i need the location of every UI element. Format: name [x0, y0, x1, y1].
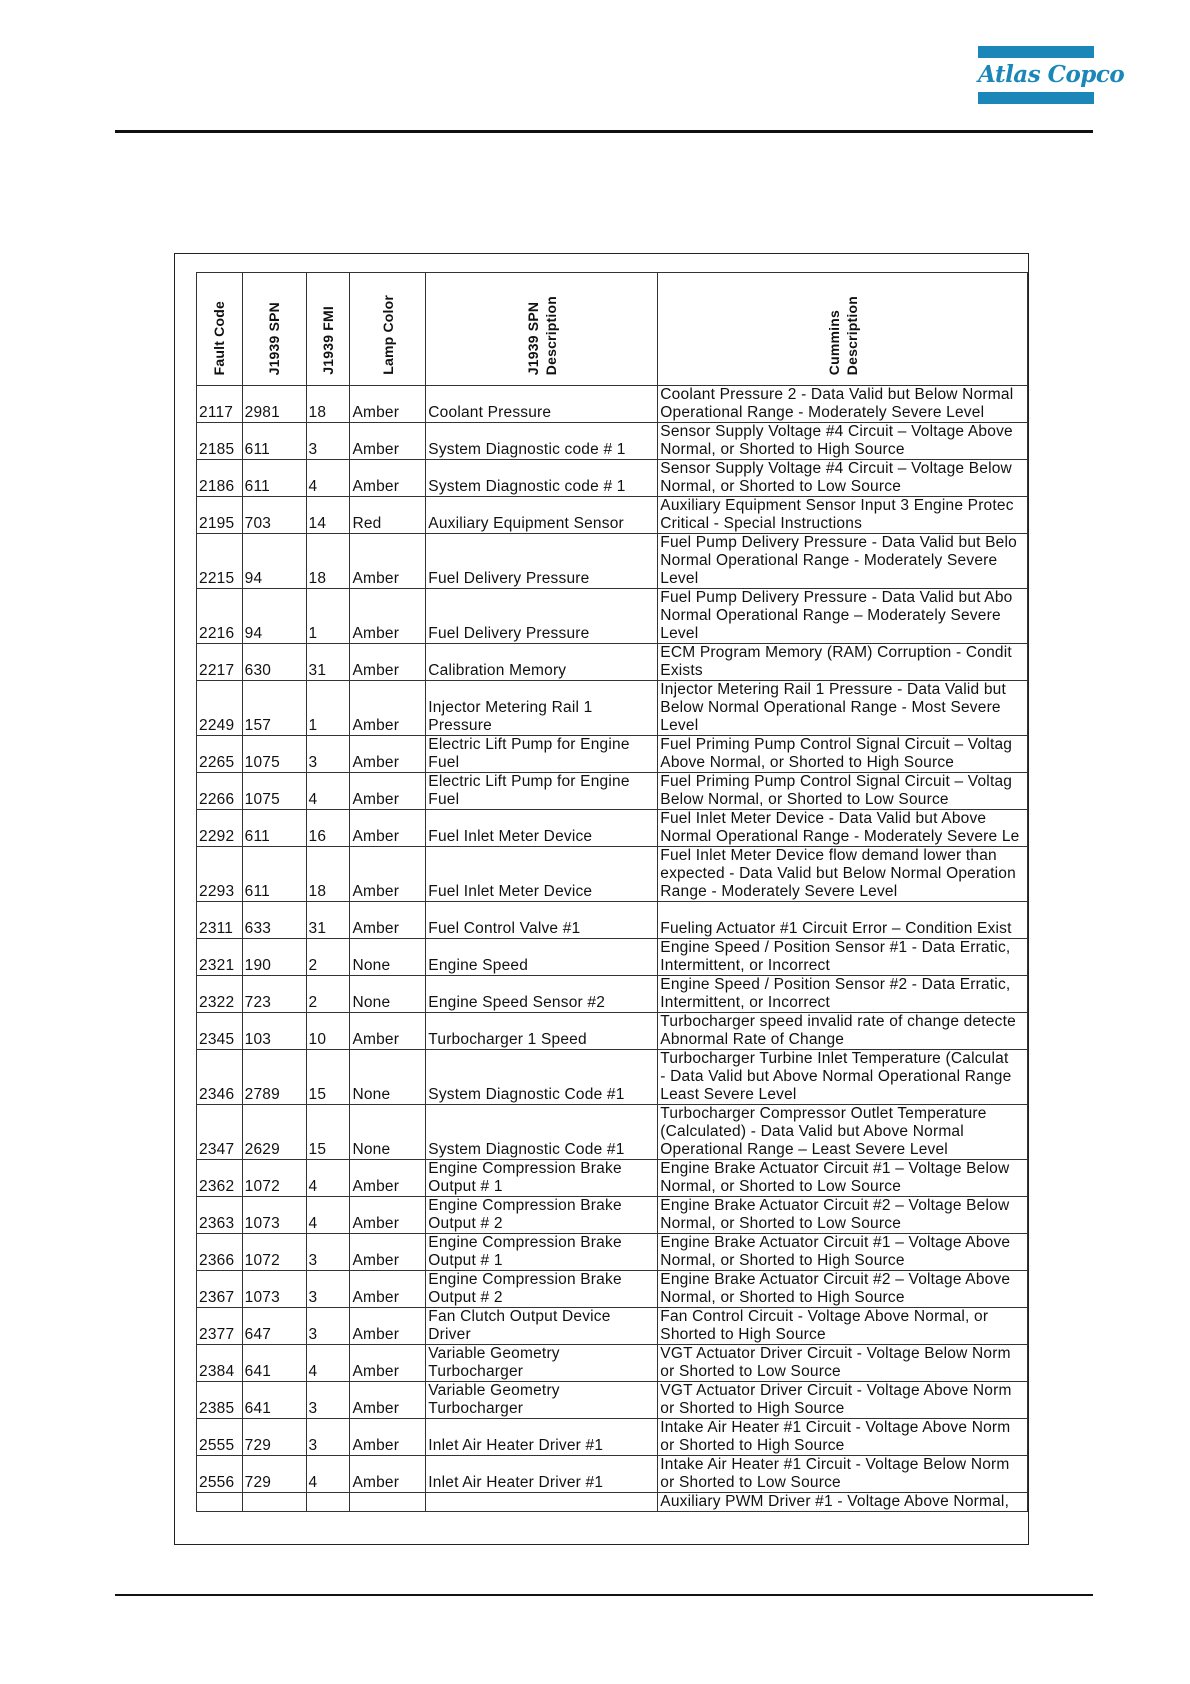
- cummins-description-cell: [658, 1013, 1028, 1050]
- cummins-description-line: Fueling Actuator #1 Circuit Error – Condition Exist: [660, 920, 1012, 937]
- cummins-description-line: Sensor Supply Voltage #4 Circuit – Voltage Above: [660, 423, 1013, 440]
- partial-cell: [306, 1493, 350, 1512]
- fault-code-cell: 2293: [197, 847, 243, 902]
- spn-description-cell: Fuel Delivery Pressure: [426, 534, 658, 589]
- table-row: [197, 589, 1028, 644]
- logo-wordmark: Atlas Copco: [978, 61, 1125, 88]
- lamp-color-cell: Amber: [350, 534, 426, 589]
- cummins-description-cell: [658, 644, 1028, 681]
- spn-cell: 1072: [242, 1234, 306, 1271]
- cummins-description-line: Shorted to High Source: [660, 1326, 826, 1343]
- fmi-cell: 4: [306, 1160, 350, 1197]
- fmi-cell: 18: [306, 847, 350, 902]
- table-row: [197, 736, 1028, 773]
- cummins-description-line: Coolant Pressure 2 - Data Valid but Below Normal: [660, 386, 1014, 403]
- spn-description-cell: Auxiliary Equipment Sensor: [426, 497, 658, 534]
- fault-code-cell: 2217: [197, 644, 243, 681]
- fault-table-frame: [174, 253, 1029, 1545]
- spn-cell: 633: [242, 902, 306, 939]
- cummins-description-line: or Shorted to High Source: [660, 1400, 845, 1417]
- table-row: [197, 497, 1028, 534]
- spn-cell: 1072: [242, 1160, 306, 1197]
- fmi-cell: 16: [306, 810, 350, 847]
- table-header-row: [197, 273, 1028, 386]
- spn-cell: 611: [242, 460, 306, 497]
- spn-description-cell: Coolant Pressure: [426, 386, 658, 423]
- lamp-color-cell: Red: [350, 497, 426, 534]
- fault-code-cell: 2385: [197, 1382, 243, 1419]
- cummins-description-line: Fuel Inlet Meter Device flow demand lower than: [660, 847, 997, 864]
- fault-code-cell: 2265: [197, 736, 243, 773]
- logo-bottom-bar: [978, 92, 1094, 104]
- cummins-description-line: Auxiliary Equipment Sensor Input 3 Engine Protec: [660, 497, 1014, 514]
- table-row: [197, 423, 1028, 460]
- cummins-description-cell: [658, 1345, 1028, 1382]
- fault-code-cell: 2366: [197, 1234, 243, 1271]
- cummins-description-line: Exists: [660, 662, 703, 679]
- partial-cell: [426, 1493, 658, 1512]
- table-row: [197, 939, 1028, 976]
- spn-description-cell: Engine Compression Brake Output # 1: [426, 1160, 658, 1197]
- spn-description-cell: Engine Compression Brake Output # 2: [426, 1271, 658, 1308]
- cummins-description-line: Injector Metering Rail 1 Pressure - Data Valid but: [660, 681, 1006, 698]
- lamp-color-cell: Amber: [350, 1419, 426, 1456]
- fmi-cell: 1: [306, 681, 350, 736]
- lamp-color-cell: Amber: [350, 386, 426, 423]
- fault-code-cell: 2216: [197, 589, 243, 644]
- cummins-description-line: Normal Operational Range - Moderately Severe: [660, 552, 998, 569]
- fault-code-cell: 2185: [197, 423, 243, 460]
- cummins-description-line: Engine Brake Actuator Circuit #2 – Voltage Below: [660, 1197, 1010, 1214]
- header-lamp-color: Lamp Color: [350, 273, 426, 386]
- cummins-description-cell: [658, 589, 1028, 644]
- partial-cell: [242, 1493, 306, 1512]
- fmi-cell: 18: [306, 534, 350, 589]
- spn-cell: 94: [242, 589, 306, 644]
- cummins-description-line: Normal, or Shorted to Low Source: [660, 478, 902, 495]
- spn-cell: 103: [242, 1013, 306, 1050]
- spn-description-cell: Engine Speed: [426, 939, 658, 976]
- cummins-description-line: Fuel Inlet Meter Device - Data Valid but Above: [660, 810, 987, 827]
- cummins-description-line: or Shorted to High Source: [660, 1437, 845, 1454]
- cummins-description-line: Normal, or Shorted to Low Source: [660, 1215, 902, 1232]
- lamp-color-cell: Amber: [350, 1234, 426, 1271]
- fault-code-cell: 2363: [197, 1197, 243, 1234]
- cummins-description-line: Abnormal Rate of Change: [660, 1031, 845, 1048]
- cummins-description-cell: [658, 773, 1028, 810]
- spn-description-cell: Variable Geometry Turbocharger: [426, 1382, 658, 1419]
- cummins-description-cell: [658, 1234, 1028, 1271]
- cummins-description-cell: [658, 460, 1028, 497]
- cummins-description-line: Engine Brake Actuator Circuit #2 – Voltage Above: [660, 1271, 1011, 1288]
- cummins-description-line: Intake Air Heater #1 Circuit - Voltage Above Norm: [660, 1419, 1011, 1436]
- cummins-description-line: Engine Brake Actuator Circuit #1 – Voltage Above: [660, 1234, 1011, 1251]
- cummins-description-line: Sensor Supply Voltage #4 Circuit – Voltage Below: [660, 460, 1012, 477]
- partial-cell: [350, 1493, 426, 1512]
- cummins-description-cell: [658, 902, 1028, 939]
- lamp-color-cell: Amber: [350, 1197, 426, 1234]
- logo-top-bar: [978, 46, 1094, 58]
- fmi-cell: 31: [306, 644, 350, 681]
- cummins-description-line: (Calculated) - Data Valid but Above Normal: [660, 1123, 964, 1140]
- spn-cell: 2981: [242, 386, 306, 423]
- cummins-description-line: Fuel Priming Pump Control Signal Circuit – Voltag: [660, 773, 1013, 790]
- fault-code-cell: 2345: [197, 1013, 243, 1050]
- table-row: [197, 1419, 1028, 1456]
- spn-cell: 611: [242, 847, 306, 902]
- cummins-description-cell: [658, 847, 1028, 902]
- lamp-color-cell: Amber: [350, 681, 426, 736]
- header-cummins-description: Cummins Description: [658, 273, 1028, 386]
- cummins-description-cell: [658, 423, 1028, 460]
- fault-code-cell: 2346: [197, 1050, 243, 1105]
- lamp-color-cell: None: [350, 976, 426, 1013]
- cummins-description-line: Intermittent, or Incorrect: [660, 994, 831, 1011]
- cummins-description-line: Level: [660, 570, 699, 587]
- cummins-description-line: Turbocharger Compressor Outlet Temperature: [660, 1105, 987, 1122]
- fault-code-cell: 2367: [197, 1271, 243, 1308]
- spn-description-cell: Electric Lift Pump for Engine Fuel: [426, 736, 658, 773]
- cummins-description-line: - Data Valid but Above Normal Operational Range: [660, 1068, 1012, 1085]
- fmi-cell: 3: [306, 736, 350, 773]
- header-j1939-spn: J1939 SPN: [242, 273, 306, 386]
- spn-cell: 157: [242, 681, 306, 736]
- fault-code-cell: 2249: [197, 681, 243, 736]
- cummins-description-line: Intake Air Heater #1 Circuit - Voltage Below Norm: [660, 1456, 1010, 1473]
- header-j1939-fmi: J1939 FMI: [306, 273, 350, 386]
- spn-cell: 1073: [242, 1197, 306, 1234]
- fmi-cell: 10: [306, 1013, 350, 1050]
- spn-cell: 190: [242, 939, 306, 976]
- cummins-description-line: Above Normal, or Shorted to High Source: [660, 754, 955, 771]
- cummins-description-line: Turbocharger Turbine Inlet Temperature (Calculat: [660, 1050, 1009, 1067]
- fmi-cell: 3: [306, 1419, 350, 1456]
- lamp-color-cell: Amber: [350, 1013, 426, 1050]
- cummins-description-line: Normal, or Shorted to High Source: [660, 441, 905, 458]
- fmi-cell: 1: [306, 589, 350, 644]
- cummins-description-line: Level: [660, 717, 699, 734]
- cummins-description-line: Engine Speed / Position Sensor #2 - Data Erratic,: [660, 976, 1011, 993]
- cummins-description-line: ECM Program Memory (RAM) Corruption - Condit: [660, 644, 1012, 661]
- cummins-description-line: Fan Control Circuit - Voltage Above Normal, or: [660, 1308, 989, 1325]
- cummins-description-line: Engine Brake Actuator Circuit #1 – Voltage Below: [660, 1160, 1010, 1177]
- spn-cell: 611: [242, 810, 306, 847]
- table-row: [197, 976, 1028, 1013]
- footer-rule: [115, 1594, 1093, 1596]
- cummins-description-line: expected - Data Valid but Below Normal Operation: [660, 865, 1016, 882]
- spn-cell: 630: [242, 644, 306, 681]
- spn-description-cell: System Diagnostic code # 1: [426, 423, 658, 460]
- fmi-cell: 31: [306, 902, 350, 939]
- spn-cell: 641: [242, 1345, 306, 1382]
- spn-cell: 703: [242, 497, 306, 534]
- lamp-color-cell: Amber: [350, 810, 426, 847]
- table-row: [197, 1013, 1028, 1050]
- cummins-description-cell: [658, 1382, 1028, 1419]
- fault-code-cell: 2556: [197, 1456, 243, 1493]
- spn-description-cell: Engine Compression Brake Output # 1: [426, 1234, 658, 1271]
- table-row: [197, 1308, 1028, 1345]
- lamp-color-cell: Amber: [350, 1345, 426, 1382]
- cummins-description-line: Engine Speed / Position Sensor #1 - Data Erratic,: [660, 939, 1011, 956]
- spn-cell: 611: [242, 423, 306, 460]
- fmi-cell: 4: [306, 1456, 350, 1493]
- fmi-cell: 3: [306, 423, 350, 460]
- fmi-cell: 2: [306, 976, 350, 1013]
- fault-code-cell: 2215: [197, 534, 243, 589]
- cummins-description-cell: [658, 386, 1028, 423]
- cummins-description-cell: [658, 1050, 1028, 1105]
- spn-description-cell: Fuel Control Valve #1: [426, 902, 658, 939]
- spn-description-cell: Inlet Air Heater Driver #1: [426, 1456, 658, 1493]
- spn-description-cell: System Diagnostic code # 1: [426, 460, 658, 497]
- cummins-description-line: Normal Operational Range – Moderately Severe: [660, 607, 1001, 624]
- fmi-cell: 14: [306, 497, 350, 534]
- fmi-cell: 4: [306, 1345, 350, 1382]
- spn-cell: 729: [242, 1456, 306, 1493]
- fault-code-cell: 2384: [197, 1345, 243, 1382]
- cummins-description-cell: [658, 1419, 1028, 1456]
- table-row: [197, 1105, 1028, 1160]
- spn-description-cell: Fuel Delivery Pressure: [426, 589, 658, 644]
- lamp-color-cell: Amber: [350, 773, 426, 810]
- fault-code-cell: 2292: [197, 810, 243, 847]
- fault-code-cell: 2266: [197, 773, 243, 810]
- fault-code-cell: 2377: [197, 1308, 243, 1345]
- spn-description-cell: Fan Clutch Output Device Driver: [426, 1308, 658, 1345]
- spn-description-cell: Variable Geometry Turbocharger: [426, 1345, 658, 1382]
- fault-code-cell: 2321: [197, 939, 243, 976]
- table-row: [197, 1197, 1028, 1234]
- spn-description-cell: Inlet Air Heater Driver #1: [426, 1419, 658, 1456]
- cummins-description-line: Level: [660, 625, 699, 642]
- spn-cell: 2789: [242, 1050, 306, 1105]
- cummins-description-cell: [658, 736, 1028, 773]
- lamp-color-cell: None: [350, 1105, 426, 1160]
- cummins-description-line: Intermittent, or Incorrect: [660, 957, 831, 974]
- fault-code-cell: 2195: [197, 497, 243, 534]
- cummins-description-cell: [658, 497, 1028, 534]
- table-row: [197, 1050, 1028, 1105]
- cummins-description-line: Critical - Special Instructions: [660, 515, 863, 532]
- fault-code-cell: 2362: [197, 1160, 243, 1197]
- cummins-description-line: Fuel Priming Pump Control Signal Circuit – Voltag: [660, 736, 1013, 753]
- cummins-description-line: or Shorted to Low Source: [660, 1474, 841, 1491]
- fault-code-cell: 2347: [197, 1105, 243, 1160]
- spn-description-cell: Turbocharger 1 Speed: [426, 1013, 658, 1050]
- fmi-cell: 18: [306, 386, 350, 423]
- cummins-description-line: Fuel Pump Delivery Pressure - Data Valid but Abo: [660, 589, 1013, 606]
- spn-cell: 1075: [242, 773, 306, 810]
- fmi-cell: 3: [306, 1382, 350, 1419]
- table-row: [197, 902, 1028, 939]
- spn-description-cell: Engine Speed Sensor #2: [426, 976, 658, 1013]
- cummins-description-line: VGT Actuator Driver Circuit - Voltage Below Norm: [660, 1345, 1011, 1362]
- fault-code-cell: 2186: [197, 460, 243, 497]
- spn-cell: 641: [242, 1382, 306, 1419]
- lamp-color-cell: Amber: [350, 1382, 426, 1419]
- spn-description-cell: Fuel Inlet Meter Device: [426, 810, 658, 847]
- fmi-cell: 3: [306, 1234, 350, 1271]
- table-row: [197, 1160, 1028, 1197]
- table-row: [197, 773, 1028, 810]
- fault-code-cell: 2555: [197, 1419, 243, 1456]
- lamp-color-cell: Amber: [350, 902, 426, 939]
- cummins-description-line: Range - Moderately Severe Level: [660, 883, 898, 900]
- table-row: [197, 386, 1028, 423]
- lamp-color-cell: Amber: [350, 1308, 426, 1345]
- cummins-description-cell: [658, 534, 1028, 589]
- cummins-description-line: Below Normal Operational Range - Most Severe: [660, 699, 1001, 716]
- spn-description-cell: Fuel Inlet Meter Device: [426, 847, 658, 902]
- cummins-description-line: Normal, or Shorted to Low Source: [660, 1178, 902, 1195]
- lamp-color-cell: Amber: [350, 460, 426, 497]
- spn-cell: 1075: [242, 736, 306, 773]
- fault-code-table: [196, 272, 1028, 1512]
- cummins-description-line: Operational Range - Moderately Severe Level: [660, 404, 985, 421]
- spn-cell: 723: [242, 976, 306, 1013]
- table-row: [197, 534, 1028, 589]
- cummins-description-line: VGT Actuator Driver Circuit - Voltage Above Norm: [660, 1382, 1012, 1399]
- table-row: [197, 810, 1028, 847]
- fmi-cell: 3: [306, 1308, 350, 1345]
- lamp-color-cell: Amber: [350, 423, 426, 460]
- table-row: [197, 847, 1028, 902]
- cummins-description-cell: [658, 1308, 1028, 1345]
- lamp-color-cell: None: [350, 939, 426, 976]
- spn-description-cell: Injector Metering Rail 1 Pressure: [426, 681, 658, 736]
- lamp-color-cell: Amber: [350, 589, 426, 644]
- fmi-cell: 4: [306, 1197, 350, 1234]
- table-row: [197, 1271, 1028, 1308]
- lamp-color-cell: Amber: [350, 736, 426, 773]
- cummins-description-cell: [658, 1160, 1028, 1197]
- partial-cell: [197, 1493, 243, 1512]
- cummins-description-line: Least Severe Level: [660, 1086, 797, 1103]
- fmi-cell: 3: [306, 1271, 350, 1308]
- table-row: [197, 1382, 1028, 1419]
- lamp-color-cell: Amber: [350, 1160, 426, 1197]
- header-spn-description: J1939 SPN Description: [426, 273, 658, 386]
- header-fault-code: Fault Code: [197, 273, 243, 386]
- table-row-partial: [197, 1493, 1028, 1512]
- cummins-description-cell: [658, 1456, 1028, 1493]
- fault-code-cell: 2322: [197, 976, 243, 1013]
- cummins-description-cell: [658, 1105, 1028, 1160]
- lamp-color-cell: Amber: [350, 847, 426, 902]
- cummins-description-line: Normal Operational Range - Moderately Severe Le: [660, 828, 1020, 845]
- lamp-color-cell: Amber: [350, 1456, 426, 1493]
- cummins-description-cell: [658, 1197, 1028, 1234]
- cummins-description-line: Turbocharger speed invalid rate of change detecte: [660, 1013, 1016, 1030]
- cummins-description-line: Normal, or Shorted to High Source: [660, 1289, 905, 1306]
- fmi-cell: 4: [306, 460, 350, 497]
- header-rule: [115, 130, 1093, 133]
- lamp-color-cell: None: [350, 1050, 426, 1105]
- fmi-cell: 4: [306, 773, 350, 810]
- table-row: [197, 644, 1028, 681]
- cummins-description-line: Fuel Pump Delivery Pressure - Data Valid but Belo: [660, 534, 1017, 551]
- cummins-description-line: or Shorted to Low Source: [660, 1363, 841, 1380]
- table-row: [197, 1345, 1028, 1382]
- table-body: [197, 386, 1028, 1512]
- partial-cummins-cell: Auxiliary PWM Driver #1 - Voltage Above Normal,: [658, 1493, 1028, 1512]
- fault-code-cell: 2311: [197, 902, 243, 939]
- spn-description-cell: Engine Compression Brake Output # 2: [426, 1197, 658, 1234]
- cummins-description-line: Normal, or Shorted to High Source: [660, 1252, 905, 1269]
- atlas-copco-logo: [978, 46, 1125, 104]
- spn-cell: 2629: [242, 1105, 306, 1160]
- cummins-description-cell: [658, 939, 1028, 976]
- cummins-description-cell: [658, 810, 1028, 847]
- spn-description-cell: Calibration Memory: [426, 644, 658, 681]
- cummins-description-cell: [658, 681, 1028, 736]
- table-row: [197, 460, 1028, 497]
- lamp-color-cell: Amber: [350, 1271, 426, 1308]
- table-row: [197, 681, 1028, 736]
- spn-description-cell: System Diagnostic Code #1: [426, 1105, 658, 1160]
- fault-code-cell: 2117: [197, 386, 243, 423]
- spn-description-cell: Electric Lift Pump for Engine Fuel: [426, 773, 658, 810]
- cummins-description-line: Below Normal, or Shorted to Low Source: [660, 791, 949, 808]
- spn-cell: 647: [242, 1308, 306, 1345]
- cummins-description-cell: [658, 976, 1028, 1013]
- fmi-cell: 2: [306, 939, 350, 976]
- spn-cell: 94: [242, 534, 306, 589]
- table-row: [197, 1456, 1028, 1493]
- fmi-cell: 15: [306, 1050, 350, 1105]
- cummins-description-line: Operational Range – Least Severe Level: [660, 1141, 948, 1158]
- fmi-cell: 15: [306, 1105, 350, 1160]
- cummins-description-cell: [658, 1271, 1028, 1308]
- table-row: [197, 1234, 1028, 1271]
- spn-cell: 729: [242, 1419, 306, 1456]
- spn-cell: 1073: [242, 1271, 306, 1308]
- lamp-color-cell: Amber: [350, 644, 426, 681]
- spn-description-cell: System Diagnostic Code #1: [426, 1050, 658, 1105]
